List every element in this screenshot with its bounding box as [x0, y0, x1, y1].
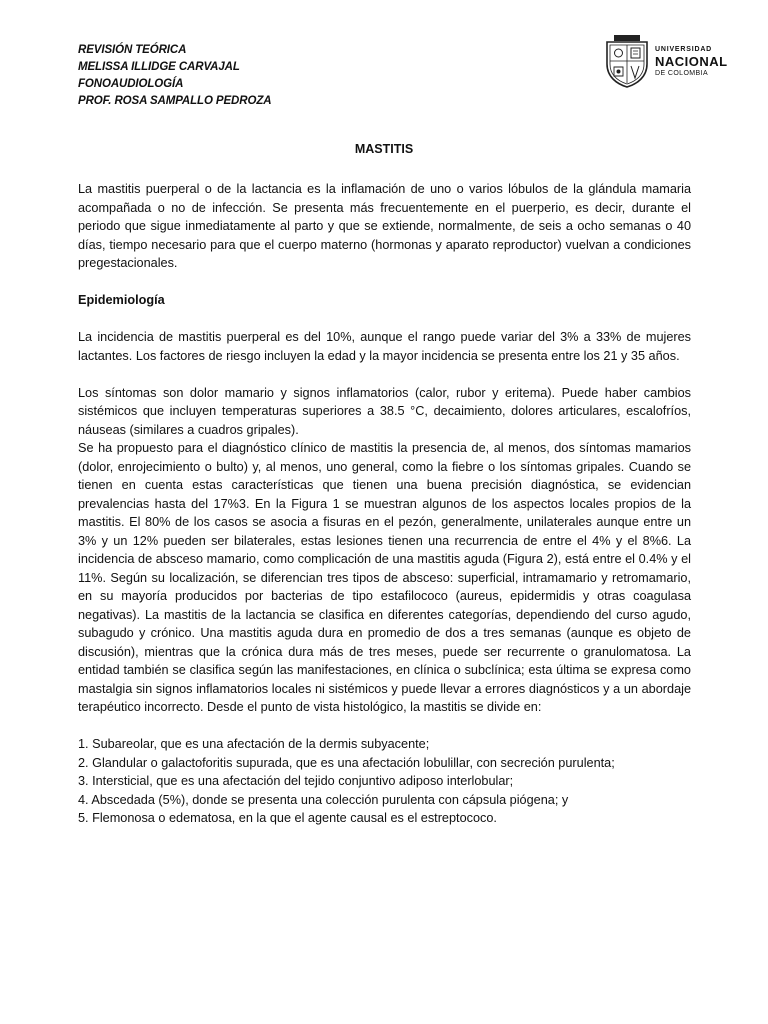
- document-body: [78, 180, 691, 828]
- list-item: 1. Subareolar, que es una afectación de la dermis subyacente;: [78, 737, 430, 751]
- header-line-author: MELISSA ILLIDGE CARVAJAL: [78, 61, 240, 73]
- document-header: [78, 42, 271, 110]
- header-line-professor: PROF. ROSA SAMPALLO PEDROZA: [78, 95, 272, 107]
- document-title: MASTITIS: [354, 142, 414, 156]
- logo-colombia-word: DE COLOMBIA: [655, 69, 709, 77]
- diagnosis-paragraph: Se ha propuesto para el diagnóstico clínico de mastitis la presencia de, al menos, dos síntomas mamarios (dolor, enrojecimiento o bulto) y, al menos, uno general, como la fiebre o los síntomas gripales. Cuando se tienen en cuenta estas características que tienen una buena precisión diagnóstica, se evidencian prevalencias hasta del 17%3. En la Figura 1 se muestran algunos de los aspectos locales propios de la mastitis. El 80% de los casos se asocia a fisuras en el pezón, generalmente, unilaterales aunque entre un 3% y un 12% pueden ser bilaterales, estas lesiones tienen una recurrencia de entre el 4% y el 8%6. La incidencia de absceso mamario, como complicación de una mastitis aguda (Figura 2), está entre el 0.4% y el 11%. Según su localización, se diferencian tres tipos de absceso: superficial, intramamario y retromamario, en su mayoría producidos por bacterias de tipo estafilococo (aureus, epidermidis y otras coagulasa negativas). La mastitis de la lactancia se clasifica en diferentes categorías, dependiendo del curso agudo, subagudo y crónico. Una mastitis aguda dura en promedio de dos a tres semanas (aunque es objeto de discusión), mientras que la crónica dura más de tres meses, puede ser recurrente o granulomatosa. La entidad también se clasifica según las manifestaciones, en clínica o subclínica; esta última se expresa como mastalgia sin signos inflamatorios locales ni sistémicos y puede llevar a errores diagnósticos y a un abordaje terapéutico incorrecto. Desde el punto de vista histológico, la mastitis se divide en:: [78, 441, 691, 714]
- intro-paragraph: La mastitis puerperal o de la lactancia es la inflamación de uno o varios lóbulos de la glándula mamaria acompañada o no de infección. Se presenta más frecuentemente en el puerperio, es decir, durante el periodo que sigue inmediatamente al parto y que se extiende, normalmente, de seis a ocho semanas o 40 días, tiempo necesario para que el cuerpo materno (hormonas y aparato reproductor) vuelvan a condiciones pregestacionales.: [78, 182, 691, 270]
- list-item: 2. Glandular o galactoforitis supurada, que es una afectación lobulillar, con secreción purulenta;: [78, 755, 615, 770]
- logo-nacional-word: NACIONAL: [655, 53, 728, 69]
- university-logo: [604, 33, 744, 89]
- list-item: 3. Intersticial, que es una afectación del tejido conjuntivo adiposo interlobular;: [78, 774, 514, 788]
- list-item: 5. Flemonosa o edematosa, en la que el agente causal es el estreptococo.: [78, 811, 497, 825]
- header-line-program: FONOAUDIOLOGÍA: [78, 78, 184, 90]
- section-heading-epidemiology: Epidemiología: [78, 293, 165, 307]
- symptoms-paragraph: Los síntomas son dolor mamario y signos inflamatorios (calor, rubor y eritema). Puede haber cambios sistémicos que incluyen temperaturas superiores a 38.5 °C, decaimiento, dolores articulares, escalofríos, náuseas (similares a cuadros gripales).: [78, 385, 691, 437]
- histological-types-list: [78, 735, 691, 828]
- logo-university-word: UNIVERSIDAD: [655, 45, 713, 53]
- incidence-paragraph: La incidencia de mastitis puerperal es del 10%, aunque el rango puede variar del 3% a 33% de mujeres lactantes. Los factores de riesgo incluyen la edad y la mayor incidencia se presenta entre los 21 y 35 años.: [78, 330, 691, 363]
- university-shield-icon: [604, 34, 650, 88]
- header-line-review-type: REVISIÓN TEÓRICA: [78, 44, 187, 56]
- list-item: 4. Abscedada (5%), donde se presenta una colección purulenta con cápsula piógena; y: [78, 792, 569, 807]
